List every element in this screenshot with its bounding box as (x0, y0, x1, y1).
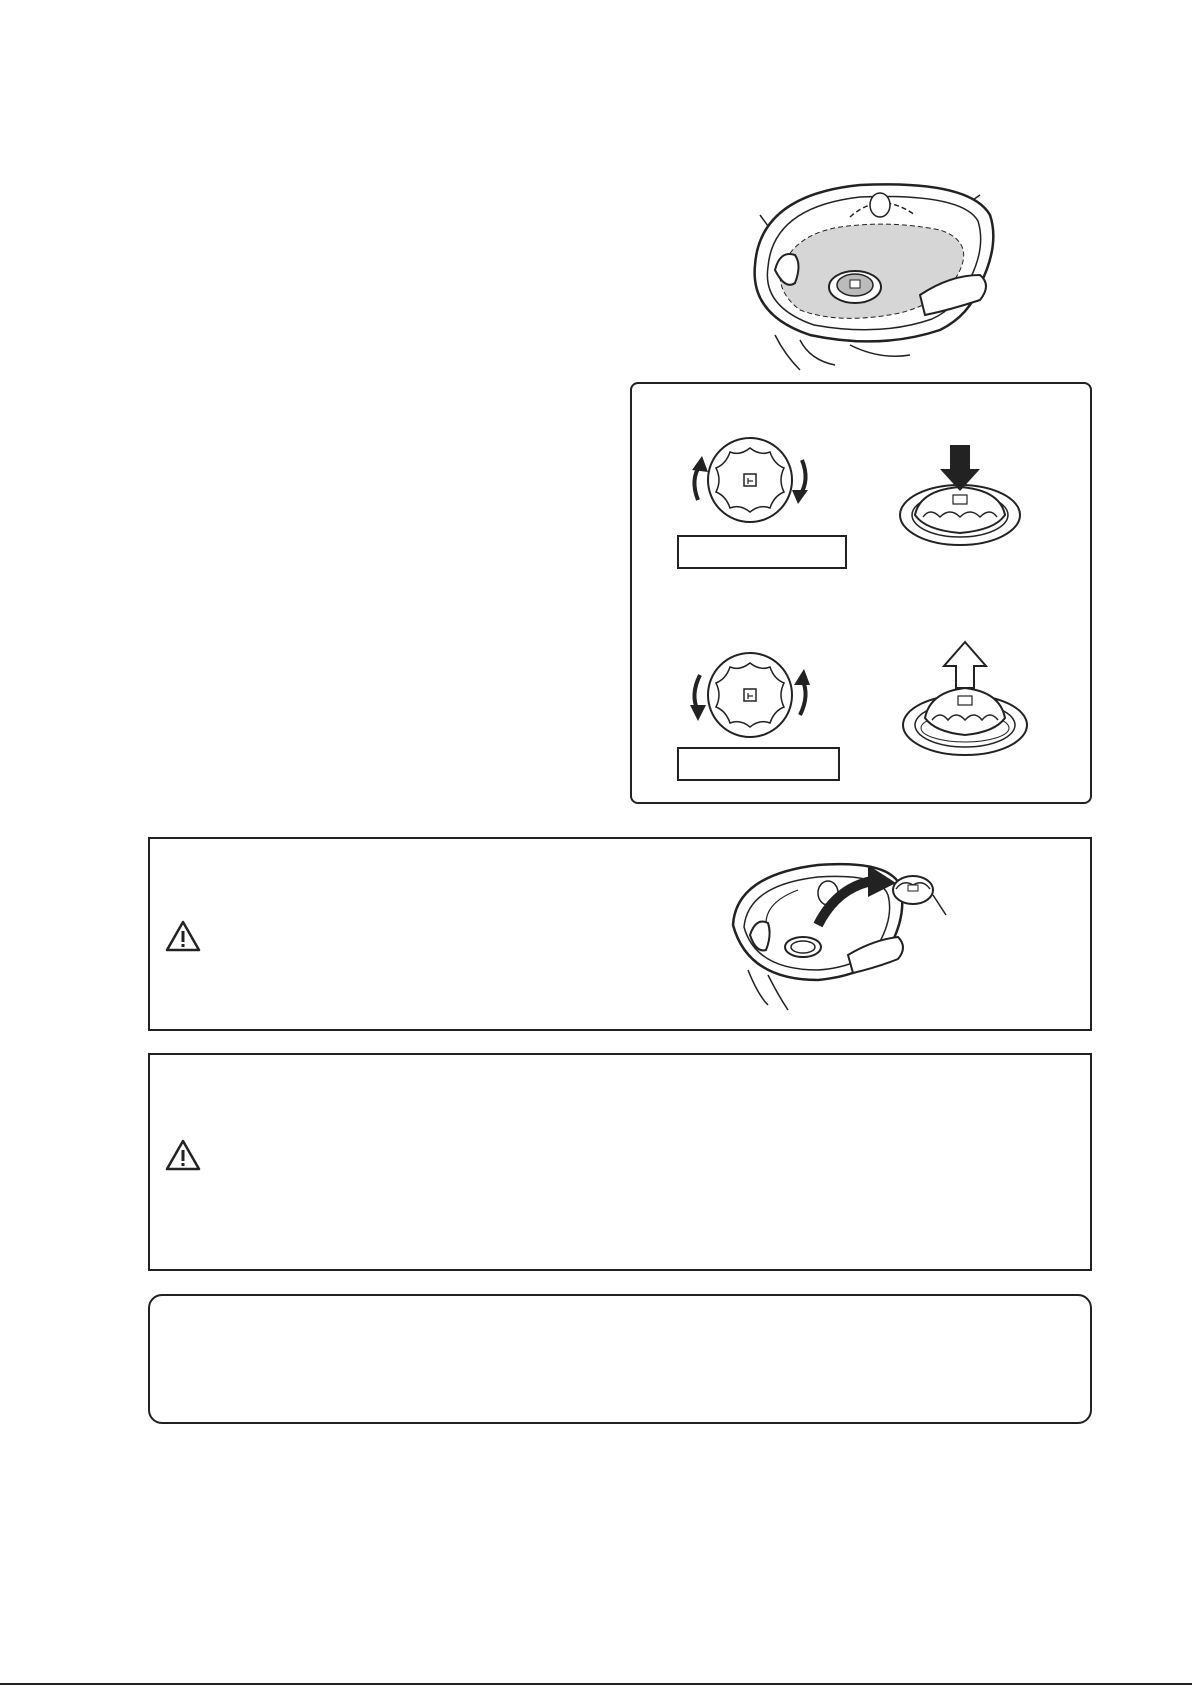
remove-cap-illustration (728, 855, 958, 1015)
unlock-label-box (677, 747, 840, 781)
warning-triangle-icon (165, 1139, 201, 1171)
lift-cap-up-illustration (900, 640, 1030, 760)
caution-box-2 (148, 1053, 1092, 1271)
note-box (148, 1294, 1092, 1424)
basin-drain-cap-illustration (740, 175, 1010, 375)
rotate-knob-unlock-illustration (670, 645, 830, 755)
lock-label-box (677, 535, 847, 569)
rotate-knob-lock-illustration (670, 430, 830, 540)
warning-triangle-icon (165, 920, 201, 952)
push-cap-down-illustration (895, 445, 1025, 555)
